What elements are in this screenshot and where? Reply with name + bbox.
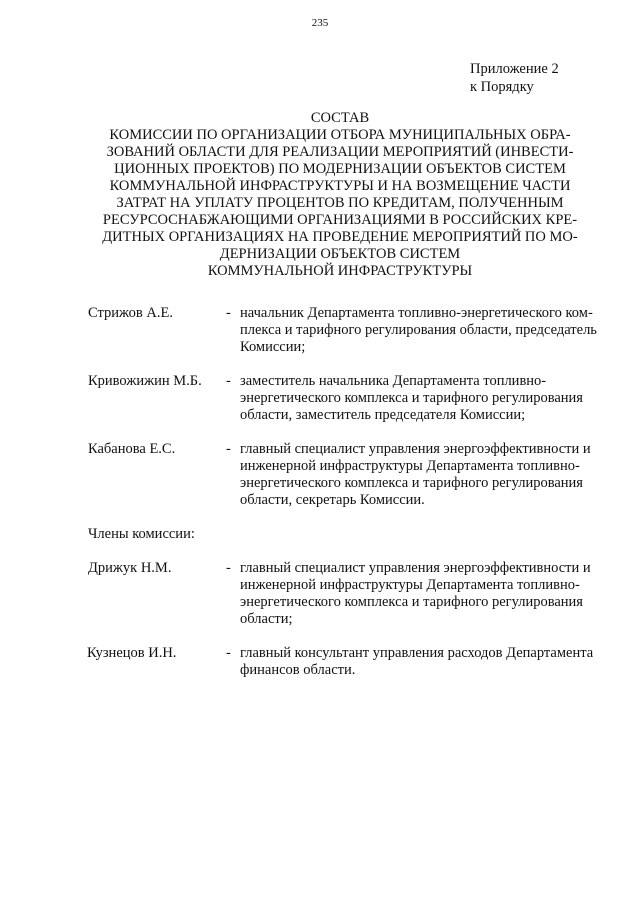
member-role [240,441,625,509]
member-name: Стрижов А.Е. [88,305,173,321]
member-role [240,305,625,356]
title-line: КОМИССИИ ПО ОРГАНИЗАЦИИ ОТБОРА МУНИЦИПАЛЬНЫХ ОБРА- [109,127,571,143]
list-item [0,305,640,356]
member-role [240,645,625,679]
role-line: энергетического комплекса и тарифного регулирования [240,594,583,610]
document-title [60,110,620,280]
dash-separator: - [226,560,231,576]
dash-separator: - [226,305,231,321]
role-line: области; [240,611,293,627]
title-line: ЗОВАНИЙ ОБЛАСТИ ДЛЯ РЕАЛИЗАЦИИ МЕРОПРИЯТИЙ (ИНВЕСТИ- [106,144,574,160]
role-line: области, секретарь Комиссии. [240,492,425,508]
list-item [0,373,640,424]
member-name: Дрижук Н.М. [88,560,172,576]
role-line: начальник Департамента топливно-энергетического ком- [240,305,593,321]
commission-list [0,305,640,696]
role-line: заместитель начальника Департамента топливно- [240,373,547,389]
member-name: Кривожижин М.Б. [88,373,202,389]
title-line: ДЕРНИЗАЦИИ ОБЪЕКТОВ СИСТЕМ [219,246,461,262]
role-line: области, заместитель председателя Комиссии; [240,407,526,423]
dash-separator: - [226,441,231,457]
title-line: КОММУНАЛЬНОЙ ИНФРАСТРУКТУРЫ [207,263,473,279]
list-item [0,645,640,679]
title-line: ЗАТРАТ НА УПЛАТУ ПРОЦЕНТОВ ПО КРЕДИТАМ, ПОЛУЧЕННЫМ [116,195,564,211]
member-role [240,560,625,628]
title-line: ЦИОННЫХ ПРОЕКТОВ) ПО МОДЕРНИЗАЦИИ ОБЪЕКТОВ СИСТЕМ [114,161,566,177]
members-heading: Члены комиссии: [88,526,195,542]
title-line: ДИТНЫХ ОРГАНИЗАЦИЯХ НА ПРОВЕДЕНИЕ МЕРОПРИЯТИЙ ПО МО- [102,229,578,245]
role-line: финансов области. [240,662,356,678]
title-line: РЕСУРСОСНАБЖАЮЩИМИ ОРГАНИЗАЦИЯМИ В РОССИЙСКИХ КРЕ- [102,212,578,228]
role-line: главный специалист управления энергоэффективности и [240,560,591,576]
member-role [240,373,625,424]
role-line: главный специалист управления энергоэффективности и [240,441,591,457]
title-line: КОММУНАЛЬНОЙ ИНФРАСТРУКТУРЫ И НА ВОЗМЕЩЕНИЕ ЧАСТИ [109,178,571,194]
role-line: главный консультант управления расходов Департамента [240,645,594,661]
role-line: инженерной инфраструктуры Департамента топливно- [240,577,580,593]
appendix-line: к Порядку [470,79,534,95]
role-line: энергетического комплекса и тарифного регулирования [240,390,583,406]
role-line: Комиссии; [240,339,306,355]
role-line: инженерной инфраструктуры Департамента топливно- [240,458,580,474]
list-item [0,560,640,628]
appendix-line: Приложение 2 [470,61,559,77]
dash-separator: - [226,645,231,661]
dash-separator: - [226,373,231,389]
role-line: энергетического комплекса и тарифного регулирования [240,475,583,491]
member-name: Кузнецов И.Н. [87,645,177,661]
list-item [0,441,640,509]
page-number: 235 [311,17,329,29]
member-name: Кабанова Е.С. [88,441,176,457]
role-line: плекса и тарифного регулирования области, председатель [240,322,597,338]
appendix-note [470,60,559,96]
title-heading: СОСТАВ [310,110,370,126]
